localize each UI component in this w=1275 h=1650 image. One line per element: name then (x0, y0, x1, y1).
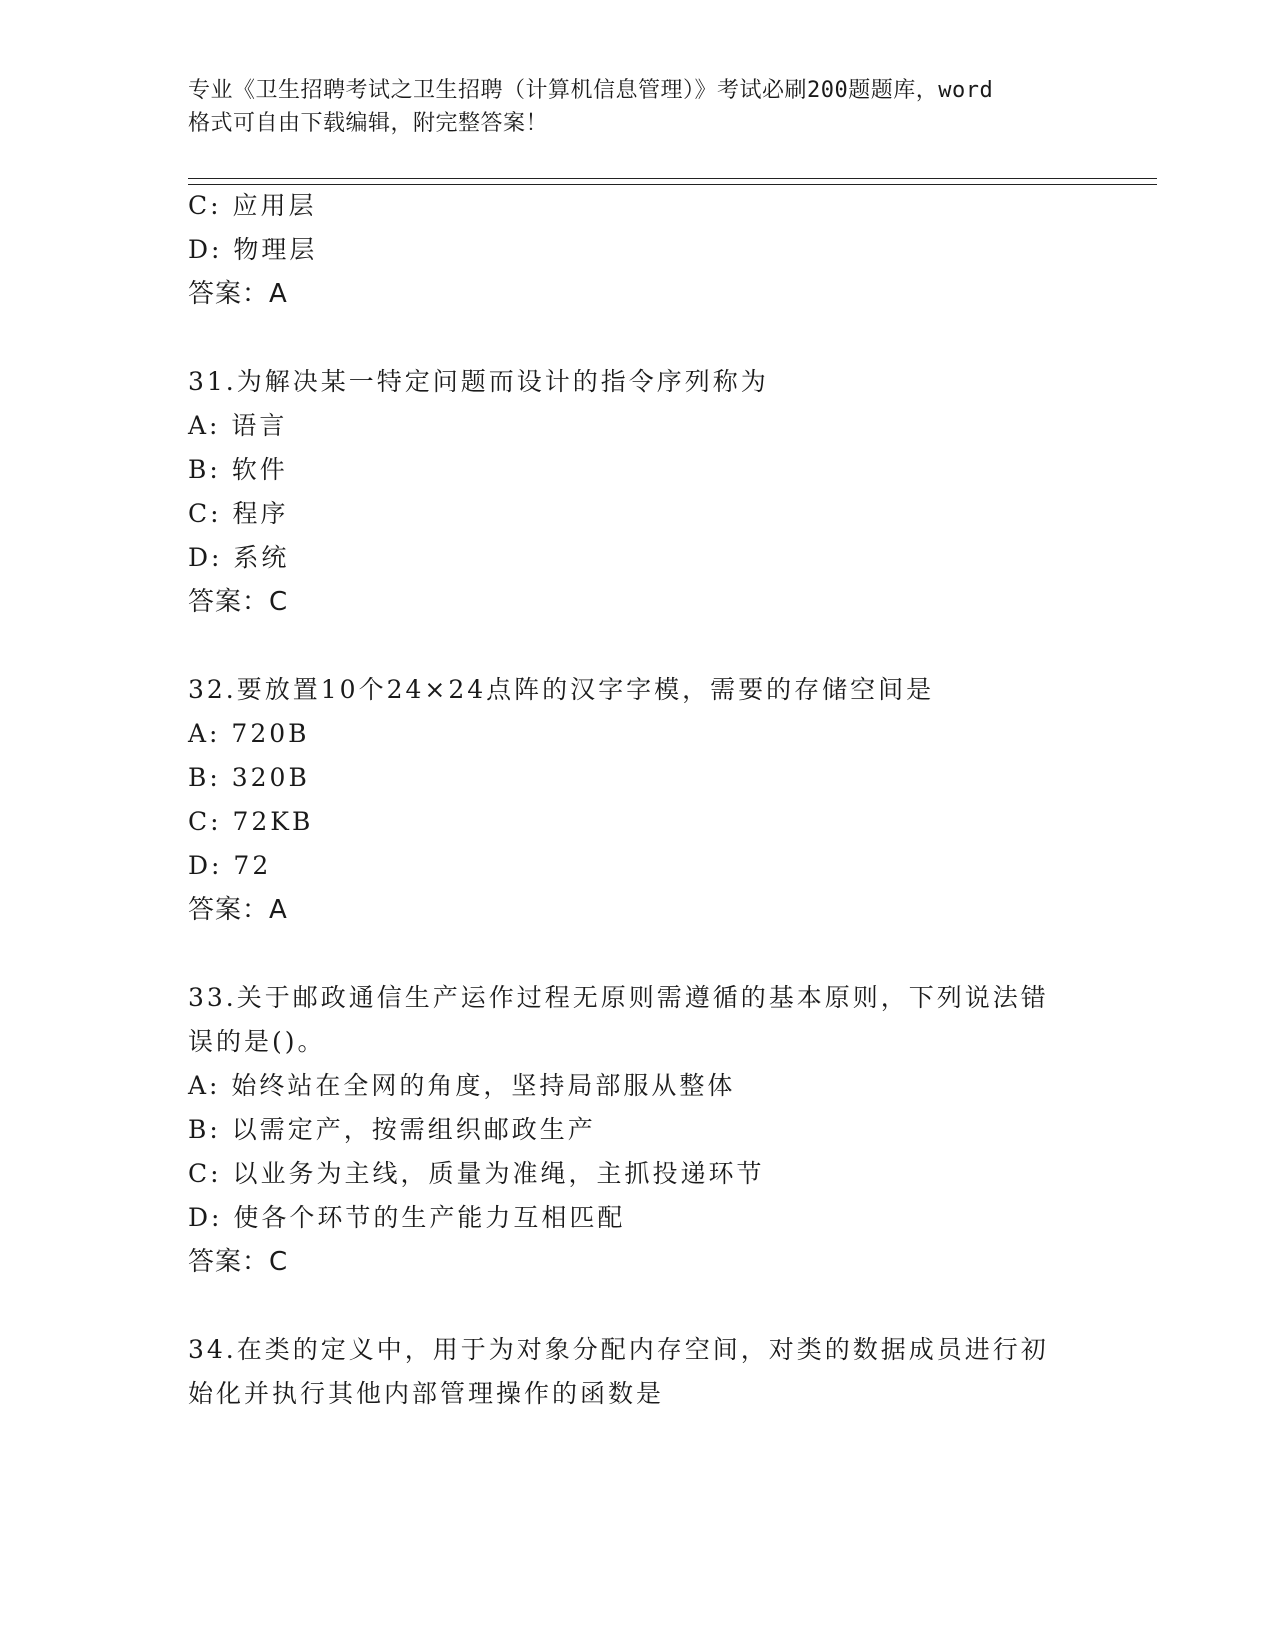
q32-option-c: C: 72KB (188, 807, 314, 836)
q33-option-a: A: 始终站在全网的角度，坚持局部服从整体 (188, 1071, 736, 1100)
header-divider-bottom (188, 184, 1157, 185)
q32-option-d: D: 72 (188, 851, 272, 880)
q34-stem-line-1: 34.在类的定义中，用于为对象分配内存空间，对类的数据成员进行初 (188, 1335, 1049, 1364)
header-title-line-2: 格式可自由下载编辑，附完整答案！ (188, 111, 549, 136)
q31-option-c: C: 程序 (188, 499, 289, 528)
q32-option-a: A: 720B (188, 719, 310, 748)
q30-option-d: D: 物理层 (188, 235, 318, 264)
q33-answer: 答案：C (188, 1247, 289, 1277)
q34-stem-line-2: 始化并执行其他内部管理操作的函数是 (188, 1379, 665, 1408)
document-header (188, 74, 1088, 140)
header-divider-top (188, 178, 1157, 179)
q31-answer: 答案：C (188, 587, 289, 617)
q31-option-b: B: 软件 (188, 455, 288, 484)
q32-answer: 答案：A (188, 895, 288, 925)
q33-stem-line-1: 33.关于邮政通信生产运作过程无原则需遵循的基本原则，下列说法错 (188, 983, 1049, 1012)
q31-stem: 31.为解决某一特定问题而设计的指令序列称为 (188, 367, 769, 396)
q30-option-c: C: 应用层 (188, 191, 317, 220)
q31-option-d: D: 系统 (188, 543, 290, 572)
header-title-line-1: 专业《卫生招聘考试之卫生招聘（计算机信息管理）》考试必刷200题题库，word (188, 78, 994, 103)
q32-stem: 32.要放置10个24×24点阵的汉字字模，需要的存储空间是 (188, 675, 935, 704)
q32-option-b: B: 320B (188, 763, 310, 792)
q33-stem-line-2: 误的是()。 (188, 1027, 326, 1056)
q33-option-d: D: 使各个环节的生产能力互相匹配 (188, 1203, 626, 1232)
q30-answer: 答案：A (188, 279, 288, 309)
q33-option-c: C: 以业务为主线，质量为准绳，主抓投递环节 (188, 1159, 765, 1188)
q33-option-b: B: 以需定产，按需组织邮政生产 (188, 1115, 596, 1144)
q31-option-a: A: 语言 (188, 411, 288, 440)
